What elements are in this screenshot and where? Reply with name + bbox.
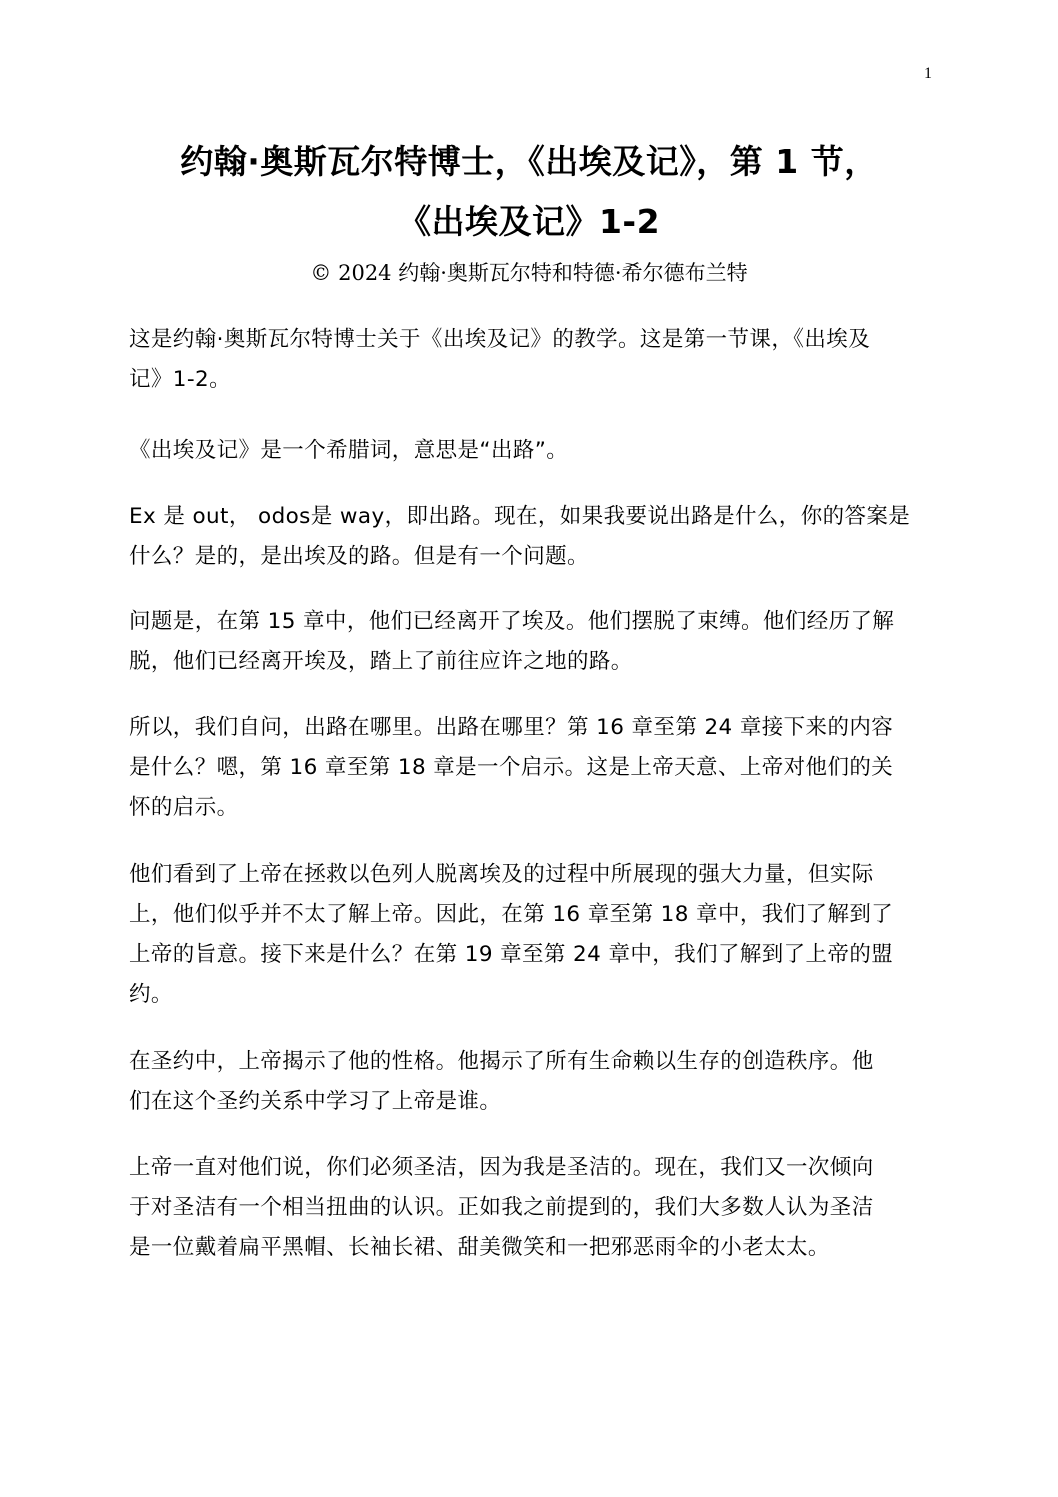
paragraph-line: 上帝的旨意。接下来是什么？在第 19 章至第 24 章中，我们了解到了上帝的盟: [129, 942, 894, 967]
paragraph-line: 在圣约中，上帝揭示了他的性格。他揭示了所有生命赖以生存的创造秩序。他: [129, 1049, 874, 1074]
paragraph-line: 所以，我们自问，出路在哪里。出路在哪里？第 16 章至第 24 章接下来的内容: [129, 715, 894, 740]
paragraph-line: 上，他们似乎并不太了解上帝。因此，在第 16 章至第 18 章中，我们了解到了: [129, 902, 894, 927]
paragraph-line: Ex 是 out， odos是 way，即出路。现在，如果我要说出路是什么，你的答案是: [129, 504, 911, 529]
paragraph-line: 记》1-2。: [129, 367, 232, 392]
paragraph-line: 问题是，在第 15 章中，他们已经离开了埃及。他们摆脱了束缚。他们经历了解: [129, 609, 895, 634]
paragraph-line: 这是约翰·奥斯瓦尔特博士关于《出埃及记》的教学。这是第一节课，《出埃及: [129, 327, 871, 352]
paragraph-line: 是什么？嗯，第 16 章至第 18 章是一个启示。这是上帝天意、上帝对他们的关: [129, 755, 894, 780]
paragraph: [129, 855, 939, 1015]
paragraph-line: 他们看到了上帝在拯救以色列人脱离埃及的过程中所展现的强大力量，但实际: [129, 862, 874, 887]
paragraph: [129, 431, 939, 471]
paragraph-line: 怀的启示。: [129, 795, 239, 820]
document-title-line-1: 约翰·奥斯瓦尔特博士，《出埃及记》，第 1 节，: [180, 142, 878, 181]
page-number: 1: [924, 65, 932, 82]
paragraph-line: 上帝一直对他们说，你们必须圣洁，因为我是圣洁的。现在，我们又一次倾向: [129, 1155, 874, 1180]
paragraph: [129, 708, 939, 828]
paragraph: [129, 602, 939, 682]
paragraph-line: 《出埃及记》是一个希腊词，意思是“出路”。: [129, 438, 569, 463]
paragraph: [129, 497, 939, 577]
paragraph-line: 是一位戴着扁平黑帽、长袖长裙、甜美微笑和一把邪恶雨伞的小老太太。: [129, 1235, 830, 1260]
paragraph-line: 于对圣洁有一个相当扭曲的认识。正如我之前提到的，我们大多数人认为圣洁: [129, 1195, 874, 1220]
paragraph: [129, 1042, 939, 1122]
copyright-line: © 2024 约翰·奥斯瓦尔特和特德·希尔德布兰特: [310, 261, 748, 285]
paragraph-line: 脱，他们已经离开埃及，踏上了前往应许之地的路。: [129, 649, 633, 674]
document-title-line-2: 《出埃及记》1-2: [397, 202, 661, 241]
paragraph-line: 什么？是的，是出埃及的路。但是有一个问题。: [129, 544, 589, 569]
paragraph: [129, 1148, 939, 1268]
paragraph: [129, 320, 939, 400]
paragraph-line: 们在这个圣约关系中学习了上帝是谁。: [129, 1089, 502, 1114]
paragraph-line: 约。: [129, 982, 173, 1007]
